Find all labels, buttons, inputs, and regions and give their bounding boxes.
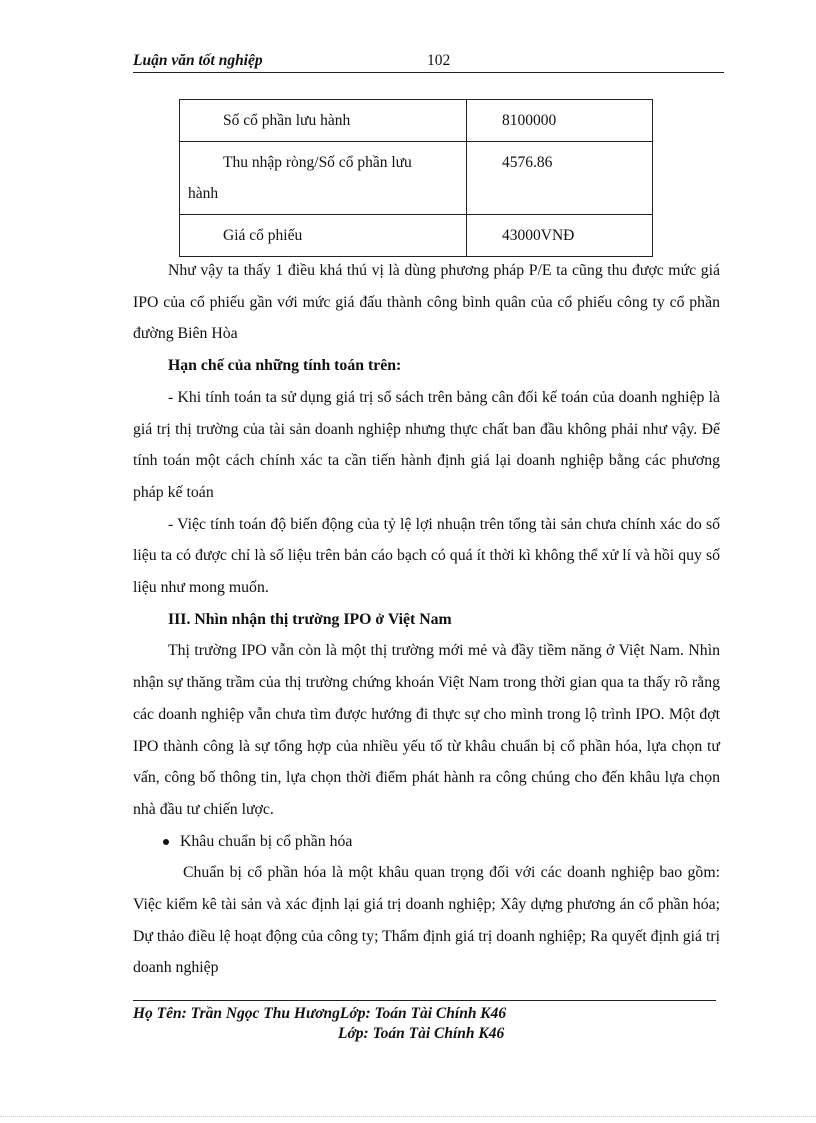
paragraph: - Việc tính toán độ biến động của tỷ lệ lợi nhuận trên tổng tài sản chưa chính xác do số liệu ta có được chỉ là số liệu trên bản cáo bạch có quá ít thời kì không thể xử lí và hồi quy số liệu như mong muốn. <box>133 515 720 597</box>
table-cell-label: Số cổ phần lưu hành <box>180 100 467 142</box>
paragraph: - Khi tính toán ta sử dụng giá trị sổ sách trên bảng cân đối kế toán của doanh nghiệp là giá trị thị trường của tài sản doanh nghiệp nhưng thực chất ban đầu không phải như vậy. Để tính toán một cách chính xác ta cần tiến hành định giá lại doanh nghiệp bằng các phương pháp kế toán <box>133 388 720 501</box>
section-heading: III. Nhìn nhận thị trường IPO ở Việt Nam <box>168 610 452 628</box>
table-cell-label: Thu nhập ròng/Số cổ phần lưu hành <box>180 142 467 215</box>
body-text <box>133 255 720 984</box>
table-row <box>180 142 653 215</box>
ratio-table <box>179 99 653 257</box>
table-cell-value: 43000VNĐ <box>467 215 653 257</box>
table-cell-value: 8100000 <box>467 100 653 142</box>
page-bottom-divider <box>0 1116 816 1117</box>
page-number: 102 <box>427 52 451 69</box>
footer-class: Lớp: Toán Tài Chính K46 <box>338 1025 505 1042</box>
table-cell-label: Giá cổ phiếu <box>180 215 467 257</box>
header-title: Luận văn tốt nghiệp <box>133 52 263 69</box>
footer-rule <box>133 1000 716 1001</box>
bullet-dot-icon <box>163 839 169 845</box>
paragraph: Thị trường IPO vẫn còn là một thị trường mới mẻ và đầy tiềm năng ở Việt Nam. Nhìn nhận sự thăng trầm của thị trường chứng khoán Việt Nam trong thời gian qua ta thấy rõ rằng các doanh nghiệp vẫn chưa tìm được hướng đi thực sự cho mình trong lộ trình IPO. Một đợt IPO thành công là sự tổng hợp của nhiều yếu tố từ khâu chuẩn bị cổ phần hóa, lựa chọn tư vấn, công bố thông tin, lựa chọn thời điểm phát hành ra công chúng cho đến khâu lựa chọn nhà đầu tư chiến lược. <box>133 642 720 818</box>
page-header <box>133 52 724 73</box>
footer-author: Họ Tên: Trần Ngọc Thu HươngLớp: Toán Tài Chính K46 <box>133 1005 507 1022</box>
paragraph: Như vậy ta thấy 1 điều khá thú vị là dùng phương pháp P/E ta cũng thu được mức giá IPO của cổ phiếu gần với mức giá đấu thành công bình quân của cổ phiếu công ty cổ phần đường Biên Hòa <box>133 262 720 343</box>
table-row <box>180 215 653 257</box>
table-row <box>180 100 653 142</box>
paragraph: Chuẩn bị cổ phần hóa là một khâu quan trọng đối với các doanh nghiệp bao gồm: Việc kiểm kê tài sản và xác định lại giá trị doanh nghiệp; Xây dựng phương án cổ phần hóa; Dự thảo điều lệ hoạt động của công ty; Thẩm định giá trị doanh nghiệp; Ra quyết định giá trị doanh nghiệp <box>133 864 720 977</box>
bullet-item: Khâu chuẩn bị cổ phần hóa <box>133 826 720 858</box>
section-heading: Hạn chế của những tính toán trên: <box>168 357 402 375</box>
table-cell-value: 4576.86 <box>467 142 653 215</box>
